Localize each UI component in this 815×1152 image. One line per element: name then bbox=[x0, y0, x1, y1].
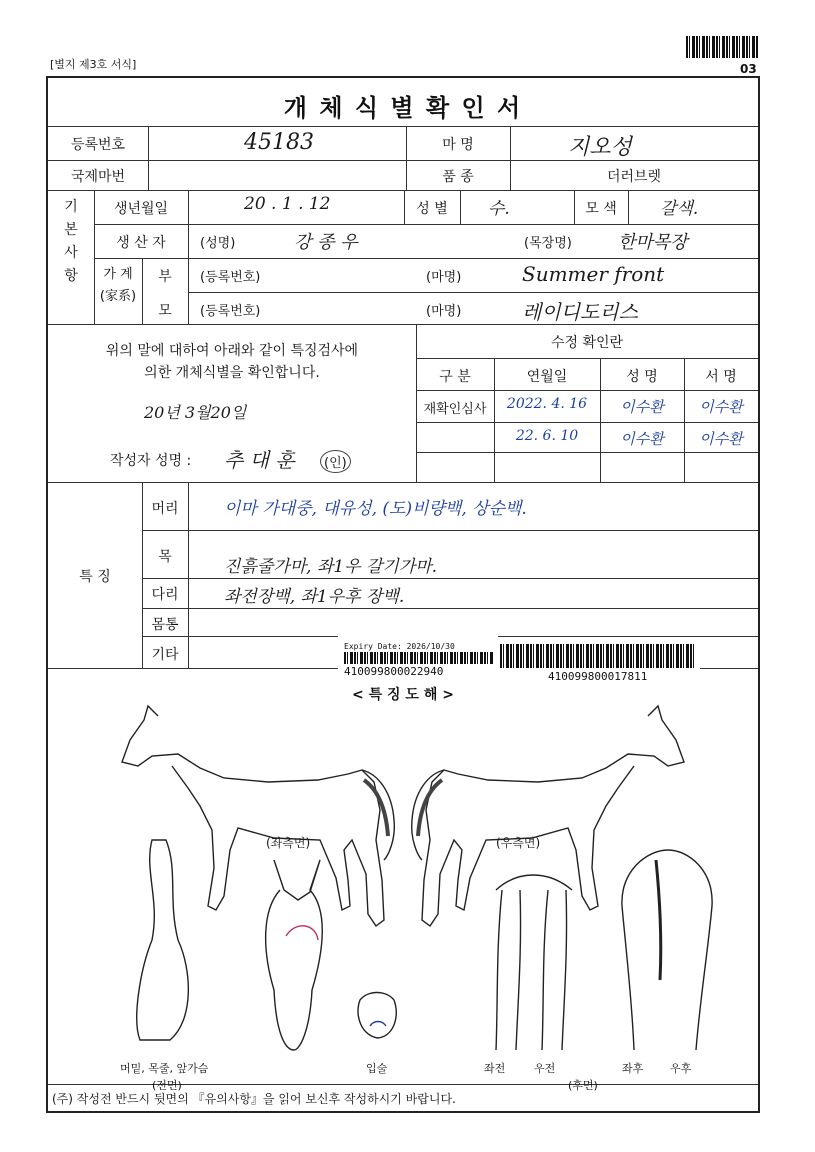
sire-name-label: (마명) bbox=[426, 270, 462, 285]
revision-row-1-sign[interactable]: 이수환 bbox=[699, 398, 743, 416]
basic-section-label bbox=[48, 196, 94, 288]
seal-mark: (인) bbox=[320, 450, 351, 473]
page-code: 03 bbox=[740, 62, 757, 76]
sire-reg-label: (등록번호) bbox=[200, 270, 261, 285]
front-caption-2: (전면) bbox=[152, 1079, 182, 1092]
reg-no-value[interactable]: 45183 bbox=[244, 130, 314, 155]
birth-label: 생년월일 bbox=[113, 201, 169, 217]
left-side-caption: (좌측면) bbox=[266, 836, 311, 850]
revision-header-sign: 서 명 bbox=[705, 369, 737, 385]
sex-label: 성 별 bbox=[416, 201, 448, 217]
sire-name-value[interactable]: Summer front bbox=[522, 262, 665, 286]
diagram-title: < 특 징 도 해 > bbox=[352, 687, 454, 703]
code-sticker bbox=[496, 638, 700, 684]
sex-value[interactable]: 수. bbox=[488, 199, 510, 219]
pedigree-label: 가 계 (家系) bbox=[99, 267, 137, 304]
front-caption-1: 머밑, 목줄, 앞가슴 bbox=[120, 1062, 209, 1075]
basic-section-text: 기본사항 bbox=[64, 199, 78, 284]
feature-body-label: 몸통 bbox=[151, 617, 179, 633]
revision-row-2-sign[interactable]: 이수환 bbox=[699, 430, 743, 448]
horse-name-label: 마 명 bbox=[442, 137, 474, 153]
right-side-caption: (우측면) bbox=[496, 836, 541, 850]
reg-no-label: 등록번호 bbox=[70, 137, 126, 153]
left-hind-caption: 좌후 bbox=[622, 1062, 644, 1075]
dam-reg-label: (등록번호) bbox=[200, 304, 261, 319]
intl-no-label: 국제마번 bbox=[70, 169, 126, 185]
left-side-horse-drawing bbox=[122, 706, 394, 926]
color-value[interactable]: 갈색. bbox=[660, 199, 699, 219]
revision-row-1-name[interactable]: 이수환 bbox=[620, 398, 664, 416]
feature-legs-value[interactable]: 좌전장백, 좌1우후 장백. bbox=[224, 587, 405, 607]
expiry-barcode bbox=[344, 652, 494, 664]
feature-other-label: 기타 bbox=[151, 647, 179, 663]
feature-legs-label: 다리 bbox=[151, 587, 179, 603]
dam-label: 모 bbox=[158, 303, 172, 319]
expiry-text: Expiry Date: 2026/10/30 bbox=[344, 642, 455, 651]
producer-name-label: (성명) bbox=[200, 236, 236, 251]
identification-form bbox=[46, 76, 760, 1113]
birth-value[interactable]: 20 . 1 . 12 bbox=[244, 194, 331, 214]
left-fore-caption: 좌전 bbox=[484, 1062, 506, 1075]
revision-header-name: 성 명 bbox=[626, 369, 658, 385]
revision-header-type: 구 분 bbox=[439, 369, 471, 385]
feature-head-value[interactable]: 이마 가대중, 대유성, (도)비량백, 상순백. bbox=[224, 499, 527, 519]
lips-drawing bbox=[358, 993, 396, 1039]
front-legs-drawing bbox=[496, 875, 572, 1050]
revision-header-date: 연월일 bbox=[526, 369, 568, 385]
rear-caption: (후면) bbox=[568, 1079, 598, 1092]
features-section-label: 특 징 bbox=[79, 569, 111, 585]
breed-value[interactable]: 더러브렛 bbox=[606, 169, 662, 185]
code-2-text: 410099800017811 bbox=[548, 670, 648, 683]
footer-note: (주) 작성전 반드시 뒷면의 『유의사항』을 읽어 보신후 작성하시기 바랍니다. bbox=[52, 1092, 456, 1106]
form-title: 개 체 식 별 확 인 서 bbox=[283, 94, 523, 122]
writer-label: 작성자 성명 : bbox=[110, 453, 192, 469]
breed-label: 품 종 bbox=[442, 169, 474, 185]
producer-label: 생 산 자 bbox=[116, 235, 166, 251]
right-hind-caption: 우후 bbox=[670, 1062, 692, 1075]
dam-name-label: (마명) bbox=[426, 304, 462, 319]
farm-label: (목장명) bbox=[524, 236, 572, 251]
feature-neck-label: 목 bbox=[158, 549, 172, 565]
confirm-date[interactable]: 20년 3월20일 bbox=[144, 403, 247, 422]
rear-view-drawing bbox=[622, 850, 712, 1050]
front-head-drawing bbox=[266, 860, 323, 1050]
revision-row-2-name[interactable]: 이수환 bbox=[620, 430, 664, 448]
feature-neck-value[interactable]: 진흙줄가마, 좌1우 갈기가마. bbox=[224, 557, 438, 577]
producer-name-value[interactable]: 강 종 우 bbox=[294, 232, 358, 253]
farm-value[interactable]: 한마목장 bbox=[618, 232, 688, 253]
right-fore-caption: 우전 bbox=[534, 1062, 556, 1075]
top-barcode bbox=[686, 36, 758, 58]
statement-line-1: 위의 말에 대하여 아래와 같이 특징검사에 bbox=[105, 343, 359, 359]
statement-line-2: 의한 개체식별을 확인합니다. bbox=[144, 365, 320, 381]
revision-title: 수정 확인란 bbox=[550, 335, 624, 351]
revision-row-1-date[interactable]: 2022. 4. 16 bbox=[506, 396, 588, 412]
feature-head-label: 머리 bbox=[151, 501, 179, 517]
horse-diagram bbox=[48, 700, 758, 1060]
dam-name-value[interactable]: 레이디도리스 bbox=[522, 300, 638, 324]
sire-label: 부 bbox=[158, 269, 172, 285]
code-2-barcode bbox=[500, 644, 696, 668]
writer-value[interactable]: 추 대 훈 bbox=[224, 448, 295, 472]
revision-row-1-type: 재확인심사 bbox=[423, 402, 487, 417]
expiry-sticker bbox=[338, 636, 498, 680]
lips-caption: 입술 bbox=[366, 1062, 388, 1075]
form-number: [별지 제3호 서식] bbox=[50, 58, 137, 71]
color-label: 모 색 bbox=[585, 201, 617, 217]
code-1-text: 410099800022940 bbox=[344, 665, 444, 678]
revision-row-2-date[interactable]: 22. 6. 10 bbox=[515, 428, 579, 444]
neck-underside-drawing bbox=[137, 840, 189, 1040]
horse-name-value[interactable]: 지오성 bbox=[568, 135, 632, 160]
